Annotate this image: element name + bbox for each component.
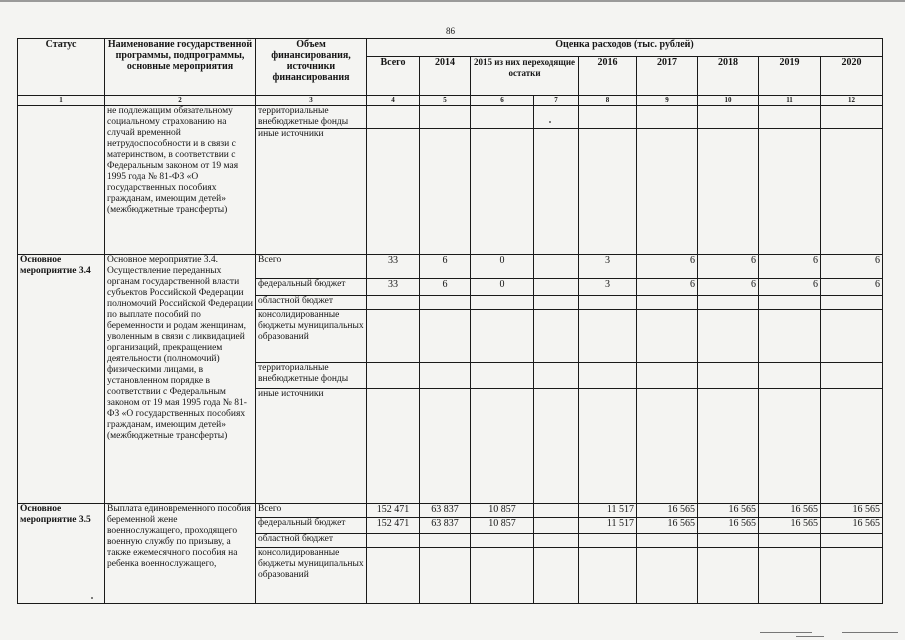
value-2015: 0 <box>471 279 534 296</box>
funding-source: иные источники <box>256 389 367 504</box>
column-index: 9 <box>637 96 698 106</box>
value-2017: 6 <box>637 255 698 279</box>
value-total: 152 471 <box>367 504 420 518</box>
column-index: 11 <box>759 96 821 106</box>
scan-mark <box>796 636 824 637</box>
funding-source: федеральный бюджет <box>256 518 367 534</box>
activity-name: Основное мероприятие 3.4. Осуществление переданных органам государственной власти субъектов Российской Федерации полномочий Российской Федерации по выплате пособий по беременности и родам женщинам, уволенным в связи с ликвидацией организаций, прекращением деятельности (полномочий) физическими лицами, в установленном порядке в соответствии с Федеральным законом от 19 мая 1995 года № 81-ФЗ «О государственных пособиях гражданам, имеющим детей» (межбюджетные трансферты) <box>105 255 256 504</box>
header-volume: Объем финансирования, источники финансирования <box>256 39 367 96</box>
column-index: 10 <box>698 96 759 106</box>
column-index: 2 <box>105 96 256 106</box>
funding-source: территориальные внебюджетные фонды <box>256 363 367 389</box>
funding-source: консолидированные бюджеты муниципальных образований <box>256 548 367 604</box>
value-2014: 63 837 <box>420 518 471 534</box>
activity-name: Выплата единовременного пособия беременной жене военнослужащего, проходящего военную службу по призыву, а также ежемесячного пособия на ребенка военнослужащего, <box>105 504 256 604</box>
value-2014: 63 837 <box>420 504 471 518</box>
funding-source: областной бюджет <box>256 534 367 548</box>
value-2019: 16 565 <box>759 504 821 518</box>
column-index: 6 <box>471 96 534 106</box>
value-2017: 16 565 <box>637 518 698 534</box>
header-2015: 2015 из них переходящие остатки <box>471 57 579 96</box>
value-2019: 6 <box>759 255 821 279</box>
value-2020: 16 565 <box>821 518 883 534</box>
scan-mark <box>842 632 898 633</box>
header-2014: 2014 <box>420 57 471 96</box>
activity-name: не подлежащим обязательному социальному страхованию на случай временной нетрудоспособности и в связи с материнством, в соответствии с Федеральным законом от 19 мая 1995 года № 81-ФЗ «О государственных пособиях гражданам, имеющим детей» (межбюджетные трансферты) <box>105 106 256 255</box>
scan-speck <box>91 597 93 599</box>
value-2020: 6 <box>821 279 883 296</box>
header-2019: 2019 <box>759 57 821 96</box>
value-2016: 11 517 <box>579 504 637 518</box>
column-index: 7 <box>534 96 579 106</box>
column-index: 5 <box>420 96 471 106</box>
header-2020: 2020 <box>821 57 883 96</box>
funding-source: иные источники <box>256 129 367 255</box>
column-index-row <box>18 96 883 106</box>
funding-source: федеральный бюджет <box>256 279 367 296</box>
header-2016: 2016 <box>579 57 637 96</box>
header-row-1 <box>18 39 883 57</box>
value-2016: 3 <box>579 255 637 279</box>
value-2015: 0 <box>471 255 534 279</box>
header-2017: 2017 <box>637 57 698 96</box>
value-2018: 16 565 <box>698 518 759 534</box>
value-2018: 6 <box>698 279 759 296</box>
value-2016: 3 <box>579 279 637 296</box>
value-2020: 16 565 <box>821 504 883 518</box>
header-total: Всего <box>367 57 420 96</box>
value-2019: 16 565 <box>759 518 821 534</box>
column-index: 4 <box>367 96 420 106</box>
value-2018: 6 <box>698 255 759 279</box>
top-scan-edge <box>0 0 905 2</box>
scan-mark <box>760 632 812 633</box>
value-2015-remainder <box>534 255 579 279</box>
value-2014: 6 <box>420 279 471 296</box>
value-total: 33 <box>367 255 420 279</box>
value-total: 152 471 <box>367 518 420 534</box>
value-2015-remainder <box>534 518 579 534</box>
column-index: 1 <box>18 96 105 106</box>
table-row <box>18 106 883 129</box>
value-2015-remainder <box>534 504 579 518</box>
value-2015: 10 857 <box>471 518 534 534</box>
value-2016: 11 517 <box>579 518 637 534</box>
status-cell: Основное мероприятие 3.4 <box>18 255 105 504</box>
funding-source: областной бюджет <box>256 296 367 310</box>
funding-source: Всего <box>256 504 367 518</box>
value-2020: 6 <box>821 255 883 279</box>
column-index: 12 <box>821 96 883 106</box>
table-row <box>18 504 883 518</box>
budget-table <box>17 38 883 604</box>
value-2018: 16 565 <box>698 504 759 518</box>
value-2015-remainder <box>534 279 579 296</box>
column-index: 3 <box>256 96 367 106</box>
header-status: Статус <box>18 39 105 96</box>
table-row <box>18 255 883 279</box>
funding-source: консолидированные бюджеты муниципальных образований <box>256 310 367 363</box>
page-number: 86 <box>446 26 455 36</box>
scan-speck <box>549 121 551 123</box>
value-2017: 6 <box>637 279 698 296</box>
funding-source: территориальные внебюджетные фонды <box>256 106 367 129</box>
header-2018: 2018 <box>698 57 759 96</box>
value-2017: 16 565 <box>637 504 698 518</box>
value-2014: 6 <box>420 255 471 279</box>
column-index: 8 <box>579 96 637 106</box>
header-name: Наименование государственной программы, подпрограммы, основные мероприятия <box>105 39 256 96</box>
value-2019: 6 <box>759 279 821 296</box>
value-total: 33 <box>367 279 420 296</box>
header-cost-estimate: Оценка расходов (тыс. рублей) <box>367 39 883 57</box>
status-cell: Основное мероприятие 3.5 <box>18 504 105 604</box>
value-2015: 10 857 <box>471 504 534 518</box>
status-cell <box>18 106 105 255</box>
funding-source: Всего <box>256 255 367 279</box>
